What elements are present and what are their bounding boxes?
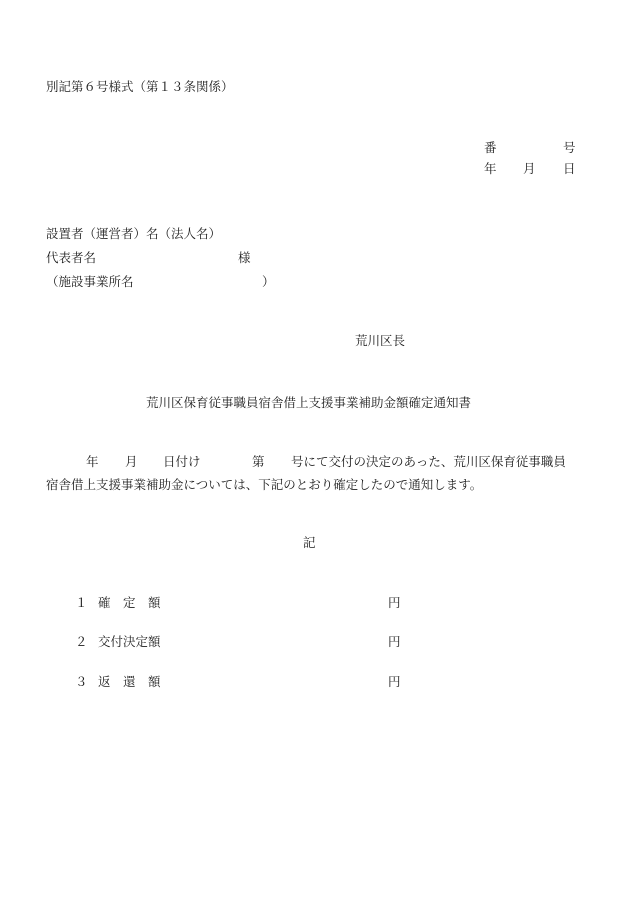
body-year: 年: [86, 454, 99, 469]
form-label: 別記第６号様式（第１３条関係）: [46, 79, 234, 94]
sender-name: 荒川区長: [355, 333, 406, 348]
recipient-honorific: 様: [238, 250, 251, 265]
date-day-label: 日: [563, 161, 576, 176]
item-label: 交付決定額: [98, 634, 161, 649]
recipient-facility-open: （施設事業所名: [46, 274, 134, 289]
item-unit: 円: [388, 674, 401, 689]
body-line2: 宿舎借上支援事業補助金については、下記のとおり確定したので通知します。: [46, 477, 483, 492]
recipient-installer: 設置者（運営者）名（法人名）: [46, 226, 222, 241]
number-label-ban: 番: [484, 140, 497, 155]
item-number: ３: [75, 674, 88, 689]
recipient-facility-close: ）: [262, 274, 275, 289]
body-line1-rest: 号にて交付の決定のあった、荒川区保育従事職員: [291, 454, 566, 469]
item-label: 返 還 額: [98, 674, 161, 689]
document-title: 荒川区保育従事職員宿舎借上支援事業補助金額確定通知書: [146, 395, 472, 410]
item-number: ２: [75, 634, 88, 649]
item-unit: 円: [388, 634, 401, 649]
item-unit: 円: [388, 595, 401, 610]
body-month: 月: [125, 454, 138, 469]
item-number: １: [75, 595, 88, 610]
date-year-label: 年: [484, 161, 497, 176]
ki-label: 記: [303, 535, 316, 550]
recipient-representative: 代表者名: [46, 250, 97, 265]
body-date-suffix: 日付け: [163, 454, 201, 469]
item-label: 確 定 額: [98, 595, 161, 610]
number-label-go: 号: [563, 140, 576, 155]
date-month-label: 月: [523, 161, 536, 176]
body-dai: 第: [252, 454, 265, 469]
